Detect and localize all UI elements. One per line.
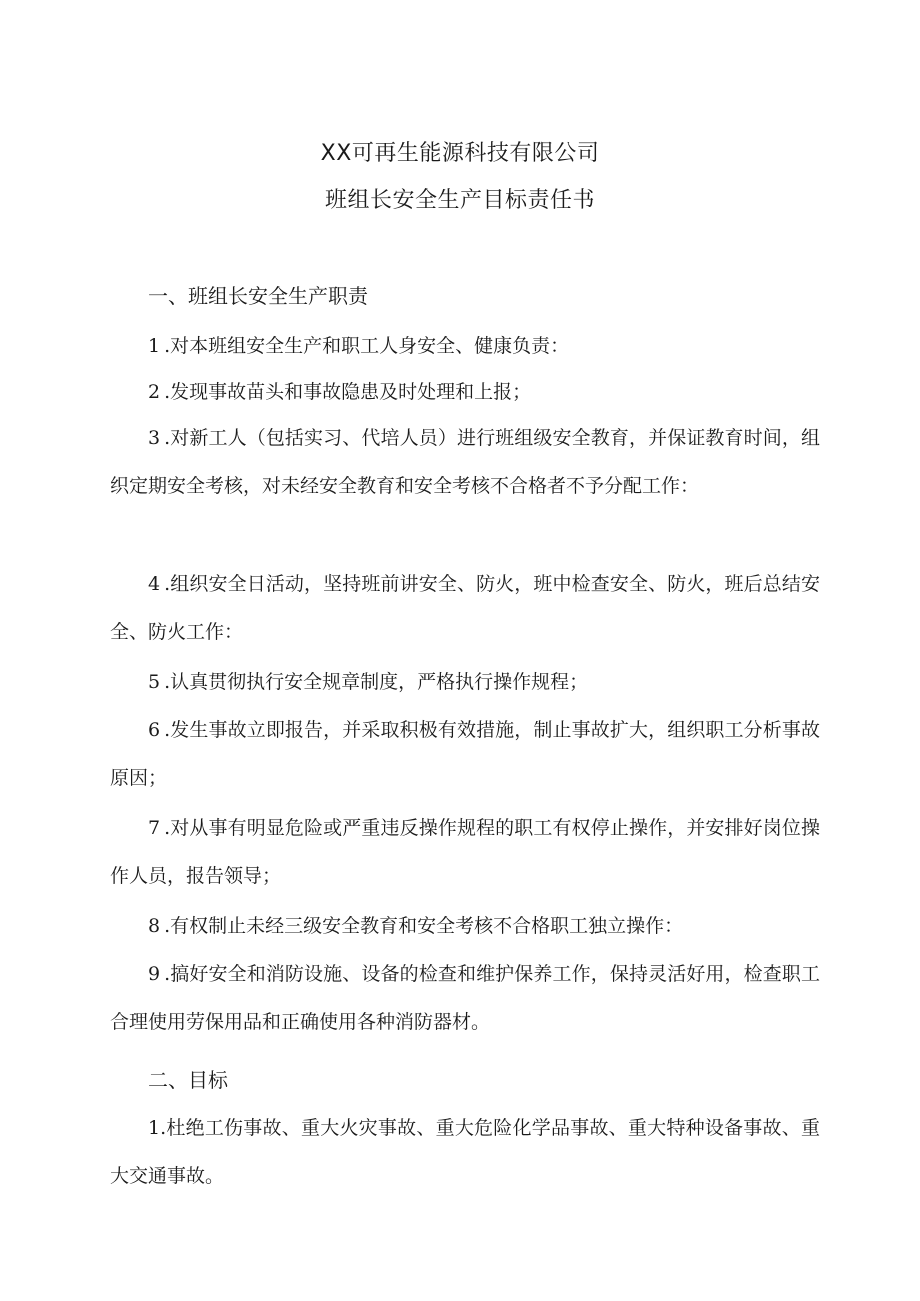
duty-item-8 [110,902,820,950]
duty-item-number: 6 [148,719,161,741]
duty-item-text: .发现事故苗头和事故隐患及时处理和上报； [164,381,532,403]
duty-item-number: 1 [148,335,161,357]
duty-item-text: .对新工人（包括实习、代培人员）进行班组级安全教育，并保证教育时间，组织定期安全考核，对未经安全教育和安全考核不合格者不予分配工作： [110,427,820,497]
duty-item-number: 5 [148,671,161,693]
duty-item-3 [110,414,820,510]
duty-item-text: .对从事有明显危险或严重违反操作规程的职工有权停止操作，并安排好岗位操作人员，报告领导； [110,817,820,887]
duty-item-text: .有权制止未经三级安全教育和安全考核不合格职工独立操作： [164,915,684,937]
section-heading-goals: 二、目标 [148,1068,228,1092]
duty-item-1 [110,322,820,370]
duty-item-4 [110,560,820,656]
section-heading-duties: 一、班组长安全生产职责 [148,284,368,308]
goal-item-text: 1.杜绝工伤事故、重大火灾事故、重大危险化学品事故、重大特种设备事故、重大交通事故。 [110,1117,820,1187]
goal-item-1 [110,1104,820,1200]
duty-item-number: 8 [148,915,161,937]
company-name: XX可再生能源科技有限公司 [320,141,600,166]
duty-item-9 [110,950,820,1046]
duty-item-6 [110,706,820,802]
duty-item-text: .认真贯彻执行安全规章制度，严格执行操作规程； [164,671,589,693]
duty-item-7 [110,804,820,900]
duty-item-2 [110,368,820,416]
duty-item-number: 9 [148,963,161,985]
duty-item-number: 3 [148,427,161,449]
duty-item-number: 2 [148,381,161,403]
duty-item-number: 4 [148,573,161,595]
duty-item-text: .对本班组安全生产和职工人身安全、健康负责： [164,335,570,357]
duty-item-number: 7 [148,817,161,839]
duty-item-text: .发生事故立即报告，并采取积极有效措施，制止事故扩大，组织职工分析事故原因； [110,719,820,789]
duty-item-5 [110,658,820,706]
document-title: 班组长安全生产目标责任书 [324,188,595,213]
duty-item-text: .组织安全日活动，坚持班前讲安全、防火，班中检查安全、防火，班后总结安全、防火工作： [110,573,820,643]
duty-item-text: .搞好安全和消防设施、设备的检查和维护保养工作，保持灵活好用，检查职工合理使用劳保用品和正确使用各种消防器材。 [110,963,820,1033]
